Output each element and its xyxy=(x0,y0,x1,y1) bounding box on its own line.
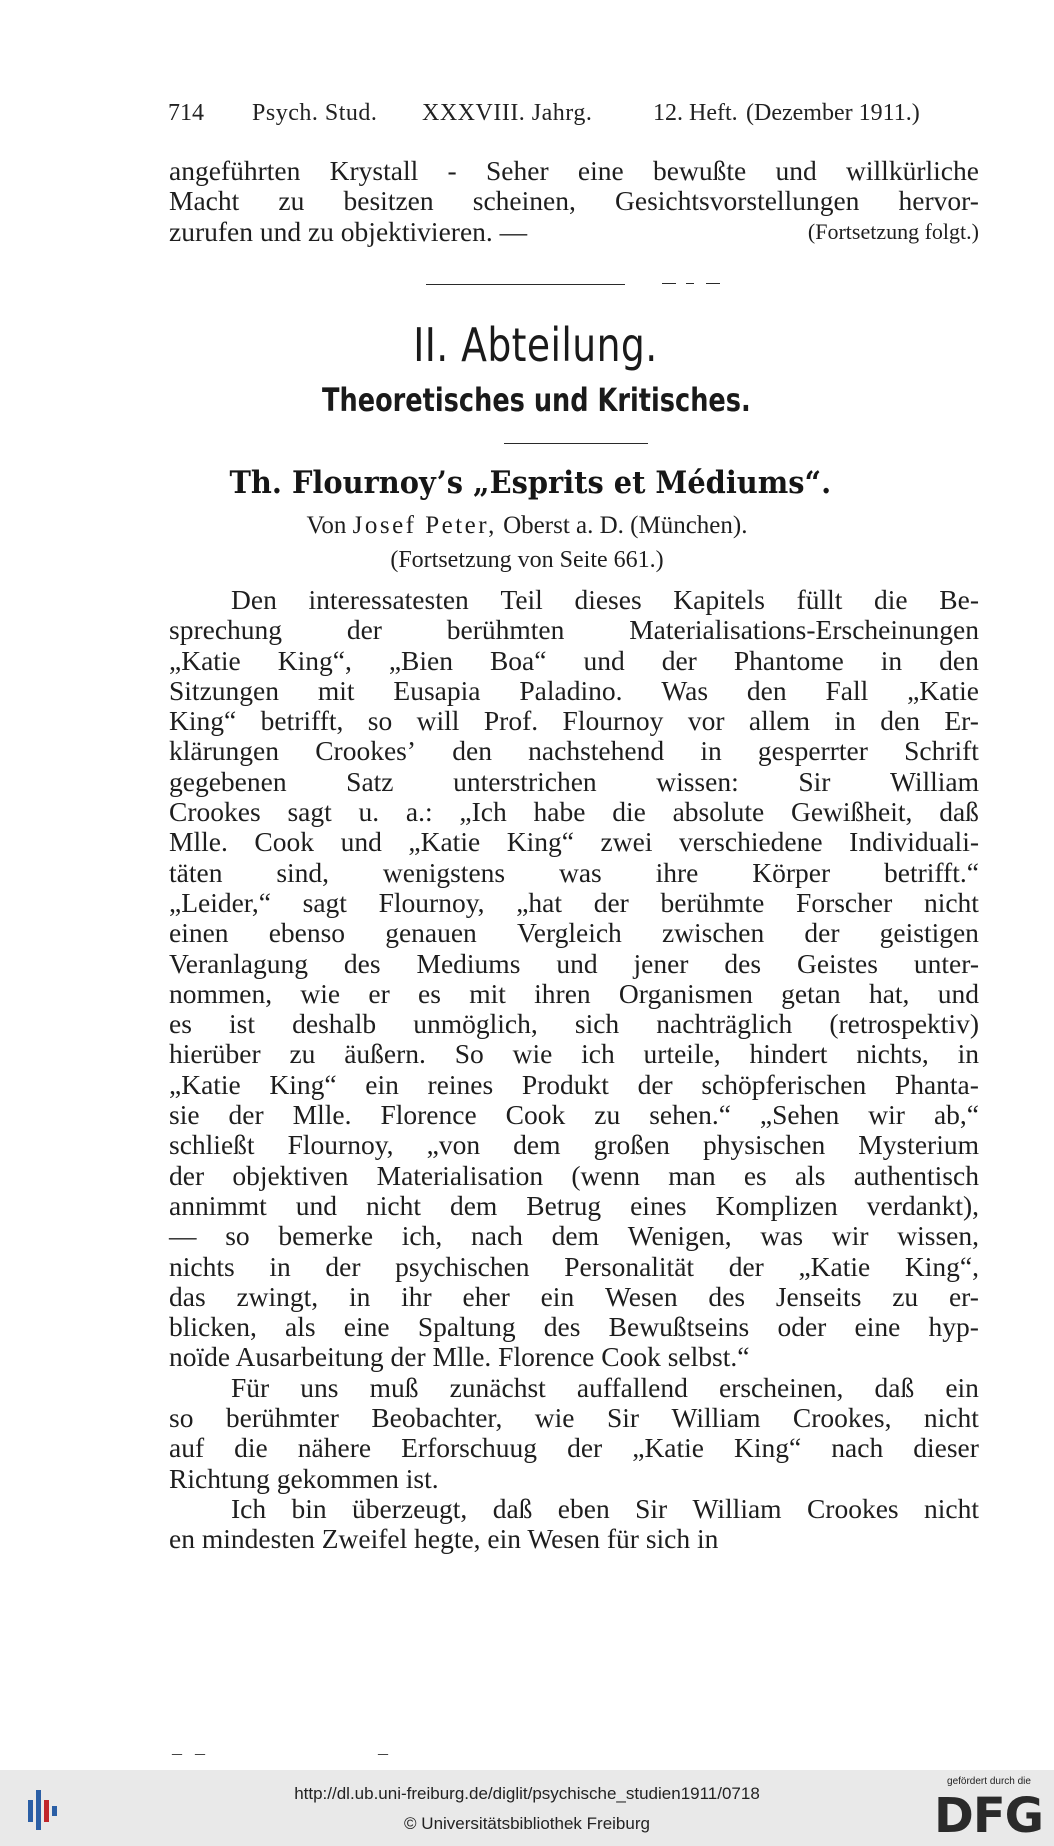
text-line: nichts in der psychischen Personalität der „Katie King“, xyxy=(169,1250,979,1282)
text-line xyxy=(169,217,979,247)
text-line: Richtung gekommen ist. xyxy=(169,1462,439,1494)
author-rank: Oberst a. D. (München). xyxy=(503,512,748,539)
separator-rule xyxy=(426,284,625,285)
text-line: Macht zu besitzen scheinen, Gesichtsvorstellungen hervor- xyxy=(169,185,979,217)
continued-from-note: (Fortsetzung von Seite 661.) xyxy=(390,547,664,573)
section-title: II. Abteilung. xyxy=(413,318,658,372)
text-line: angeführten Krystall - Seher eine bewußte und willkürliche xyxy=(169,155,979,186)
text-line: „Katie King“, „Bien Boa“ und der Phantome in den xyxy=(169,644,979,676)
to-be-continued-note: (Fortsetzung folgt.) xyxy=(807,218,979,244)
separator-dash xyxy=(662,283,676,284)
text-line: täten sind, wenigstens was ihre Körper betrifft.“ xyxy=(169,856,979,888)
text-line: Mlle. Cook und „Katie King“ zwei verschiedene Individuali- xyxy=(169,826,979,858)
document-url[interactable]: http://dl.ub.uni-freiburg.de/diglit/psychische_studien1911/0718 xyxy=(294,1784,760,1803)
issue-number: 12. Heft. xyxy=(653,100,738,126)
text-line: Veranlagung des Mediums und jener des Geistes unter- xyxy=(169,947,979,979)
author-name: Josef Peter, xyxy=(352,512,497,539)
funded-by-label: gefördert durch die xyxy=(947,1776,1031,1787)
text-line: schließt Flournoy, „von dem großen physischen Mysterium xyxy=(169,1129,979,1161)
text-line: einen ebenso genauen Vergleich zwischen der geistigen xyxy=(169,917,979,949)
text-line: „Leider,“ sagt Flournoy, „hat der berühmte Forscher nicht xyxy=(169,886,979,918)
text-line: klärungen Crookes’ den nachstehend in gesperrter Schrift xyxy=(169,735,979,767)
byline-prefix: Von xyxy=(306,512,347,539)
continued-text xyxy=(169,156,979,247)
article-title: Th. Flournoy’s „Esprits et Médiums“. xyxy=(229,465,832,501)
issue-date: (Dezember 1911.) xyxy=(746,100,920,126)
journal-volume: XXXVIII. Jahrg. xyxy=(422,100,593,126)
journal-name: Psych. Stud. xyxy=(252,100,378,126)
text-line: — so bemerke ich, nach dem Wenigen, was wir wissen, xyxy=(169,1220,979,1252)
footer-mark: – xyxy=(378,1742,388,1764)
dfg-logo xyxy=(930,1774,1050,1844)
running-header xyxy=(168,100,984,134)
separator-dash xyxy=(706,283,720,284)
text-line: es ist deshalb unmöglich, sich nachträglich (retrospektiv) xyxy=(169,1008,979,1040)
separator-dash xyxy=(686,283,694,284)
text-line-content: zurufen und zu objektivieren. — xyxy=(169,215,528,247)
text-line: hierüber zu äußern. So wie ich urteile, hindert nichts, in xyxy=(169,1038,979,1070)
text-line: „Katie King“ ein reines Produkt der schöpferischen Phanta- xyxy=(169,1068,979,1100)
text-line: sie der Mlle. Florence Cook zu sehen.“ „Sehen wir ab,“ xyxy=(169,1099,979,1131)
text-line: Für uns muß zunächst auffallend erscheinen, daß ein xyxy=(231,1371,979,1403)
text-line: gegebenen Satz unterstrichen wissen: Sir William xyxy=(169,765,979,797)
text-line: King“ betrifft, so will Prof. Flournoy vor allem in den Er- xyxy=(169,705,979,737)
copyright-notice: © Universitätsbibliothek Freiburg xyxy=(404,1814,650,1833)
viewer-footer xyxy=(0,1770,1054,1846)
byline xyxy=(0,512,1054,540)
footer-marks: – – xyxy=(172,1742,209,1764)
text-line: Ich bin überzeugt, daß eben Sir William Crookes nicht xyxy=(231,1492,979,1524)
text-line: Sitzungen mit Eusapia Paladino. Was den Fall „Katie xyxy=(169,674,979,706)
section-subtitle: Theoretisches und Kritisches. xyxy=(322,381,751,419)
text-line: Den interessatesten Teil dieses Kapitels füllt die Be- xyxy=(231,584,979,615)
dfg-wordmark: DFG xyxy=(934,1788,1044,1844)
article-body xyxy=(169,585,979,1555)
text-line: das zwingt, in ihr eher ein Wesen des Jenseits zu er- xyxy=(169,1280,979,1312)
text-line: Crookes sagt u. a.: „Ich habe die absolute Gewißheit, daß xyxy=(169,796,979,828)
text-line: annimmt und nicht dem Betrug eines Komplizen verdankt), xyxy=(169,1189,979,1221)
text-line: blicken, als eine Spaltung des Bewußtseins oder eine hyp- xyxy=(169,1311,979,1343)
page-number: 714 xyxy=(168,100,204,126)
separator-rule xyxy=(504,443,648,444)
text-line: der objektiven Materialisation (wenn man es als authentisch xyxy=(169,1159,979,1191)
text-line: noïde Ausarbeitung der Mlle. Florence Cook selbst.“ xyxy=(169,1341,750,1373)
text-line: auf die nähere Erforschuug der „Katie King“ nach dieser xyxy=(169,1432,979,1464)
text-line: so berühmter Beobachter, wie Sir William Crookes, nicht xyxy=(169,1402,979,1434)
text-line: en mindesten Zweifel hegte, ein Wesen für sich in xyxy=(169,1523,719,1555)
text-line: nommen, wie er es mit ihren Organismen getan hat, und xyxy=(169,977,979,1009)
text-line: sprechung der berühmten Materialisations-Erscheinungen xyxy=(169,614,979,646)
